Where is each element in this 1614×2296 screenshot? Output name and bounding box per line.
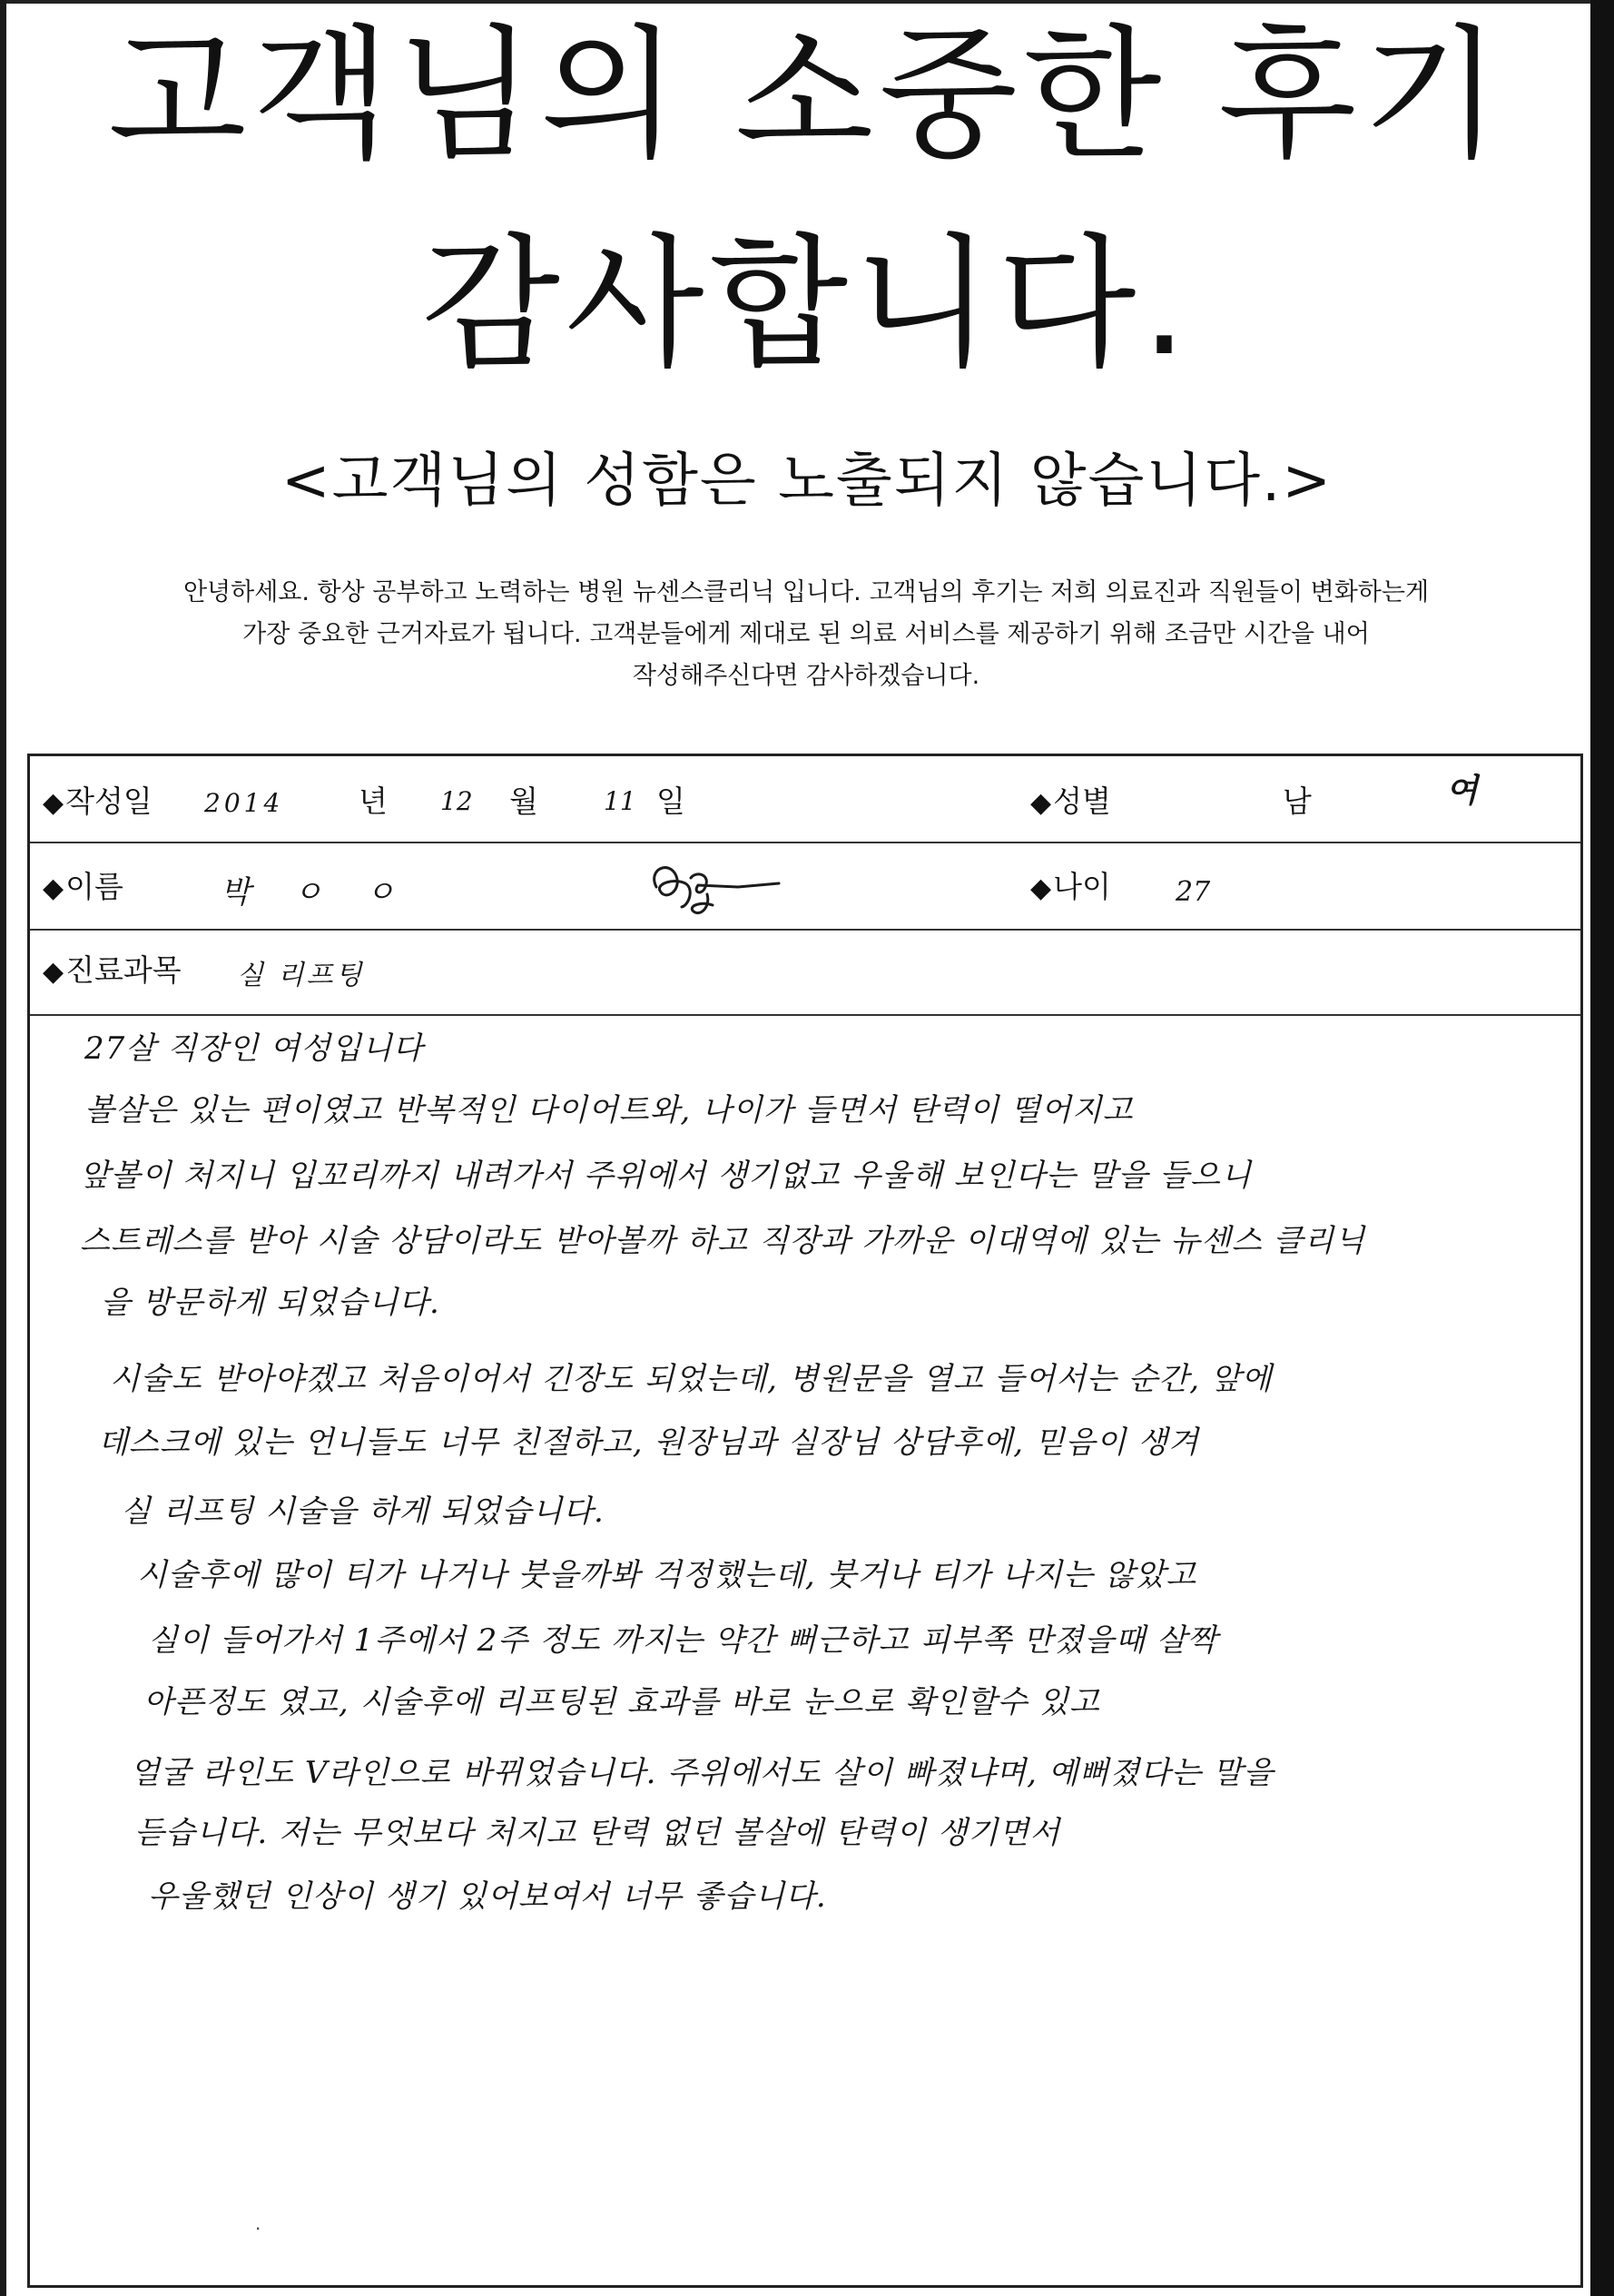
signature-icon <box>629 851 783 923</box>
review-line: 데스크에 있는 언니들도 너무 친절하고, 원장님과 실장님 상담후에, 믿음이 생겨 <box>98 1424 1199 1461</box>
gender-mark[interactable]: 여 <box>1446 772 1478 810</box>
bullet-icon: ◆ <box>43 956 64 988</box>
age-value[interactable]: 27 <box>1176 876 1211 908</box>
stray-mark: · <box>255 2218 261 2240</box>
date-day-value[interactable]: 11 <box>604 786 636 816</box>
day-label: 일 <box>656 783 685 819</box>
bullet-icon: ◆ <box>1030 787 1052 819</box>
date-year-value[interactable]: 2014 <box>204 788 284 818</box>
name-value[interactable]: 박 ㅇ ㅇ <box>221 874 412 911</box>
review-line: 시술도 받아야겠고 처음이어서 긴장도 되었는데, 병원문을 열고 들어서는 순간, 앞에 <box>110 1361 1273 1397</box>
intro-line: 안녕하세요. 항상 공부하고 노력하는 병원 뉴센스클리닉 입니다. 고객님의 후기는 저희 의료진과 직원들이 변화하는게 <box>182 578 1430 606</box>
privacy-notice: <고객님의 성함은 노출되지 않습니다.> <box>281 448 1333 515</box>
scan-top-edge <box>0 0 1614 4</box>
review-line: 실 리프팅 시술을 하게 되었습니다. <box>121 1493 605 1530</box>
bullet-icon: ◆ <box>1030 872 1052 904</box>
month-label: 월 <box>509 783 538 819</box>
name-label: ◆이름 <box>43 869 123 904</box>
review-line: 얼굴 라인도 V라인으로 바뀌었습니다. 주위에서도 살이 빠졌냐며, 예뻐졌다는 말을 <box>130 1755 1274 1791</box>
review-line: 27살 직장인 여성입니다 <box>84 1030 424 1067</box>
review-line: 우울했던 인상이 생기 있어보여서 너무 좋습니다. <box>148 1878 827 1915</box>
subject-label: ◆진료과목 <box>43 952 182 988</box>
review-line: 스트레스를 받아 시술 상담이라도 받아볼까 하고 직장과 가까운 이대역에 있는 뉴센스 클리닉 <box>80 1223 1365 1259</box>
review-line: 아픈정도 였고, 시술후에 리프팅된 효과를 바로 눈으로 확인할수 있고 <box>143 1684 1100 1720</box>
intro-line: 가장 중요한 근거자료가 됩니다. 고객분들에게 제대로 된 의료 서비스를 제공하기 위해 조금만 시간을 내어 <box>242 620 1370 648</box>
age-label: ◆나이 <box>1030 869 1111 904</box>
page-title: 고객님의 소중한 후기 <box>107 12 1507 179</box>
bullet-icon: ◆ <box>43 872 64 904</box>
review-line: 듣습니다. 저는 무엇보다 처지고 탄력 없던 볼살에 탄력이 생기면서 <box>134 1815 1061 1851</box>
review-line: 볼살은 있는 편이였고 반복적인 다이어트와, 나이가 들면서 탄력이 떨어지고 <box>84 1092 1134 1128</box>
form-row-date <box>30 756 1580 843</box>
date-label: ◆작성일 <box>43 783 153 819</box>
form-row-name <box>30 843 1580 931</box>
intro-line: 작성해주신다면 감사하겠습니다. <box>632 662 980 690</box>
review-line: 을 방문하게 되었습니다. <box>101 1285 440 1321</box>
review-line: 앞볼이 처지니 입꼬리까지 내려가서 주위에서 생기없고 우울해 보인다는 말을 들으니 <box>80 1158 1252 1194</box>
intro-paragraph <box>7 572 1605 697</box>
year-label: 년 <box>359 783 388 819</box>
gender-value: 남 <box>1283 783 1312 819</box>
review-line: 실이 들어가서 1주에서 2주 정도 까지는 약간 뻐근하고 피부쪽 만졌을때 살짝 <box>148 1622 1218 1659</box>
review-form <box>27 754 1583 2288</box>
form-row-subject <box>30 931 1580 1016</box>
date-month-value[interactable]: 12 <box>440 786 473 816</box>
review-line: 시술후에 많이 티가 나거나 붓을까봐 걱정했는데, 붓거나 티가 나지는 않았고 <box>137 1557 1197 1593</box>
page-title-thanks: 감사합니다. <box>421 221 1193 388</box>
bullet-icon: ◆ <box>43 787 64 819</box>
gender-label: ◆성별 <box>1030 783 1111 819</box>
subject-value[interactable]: 실 리프팅 <box>237 960 365 991</box>
